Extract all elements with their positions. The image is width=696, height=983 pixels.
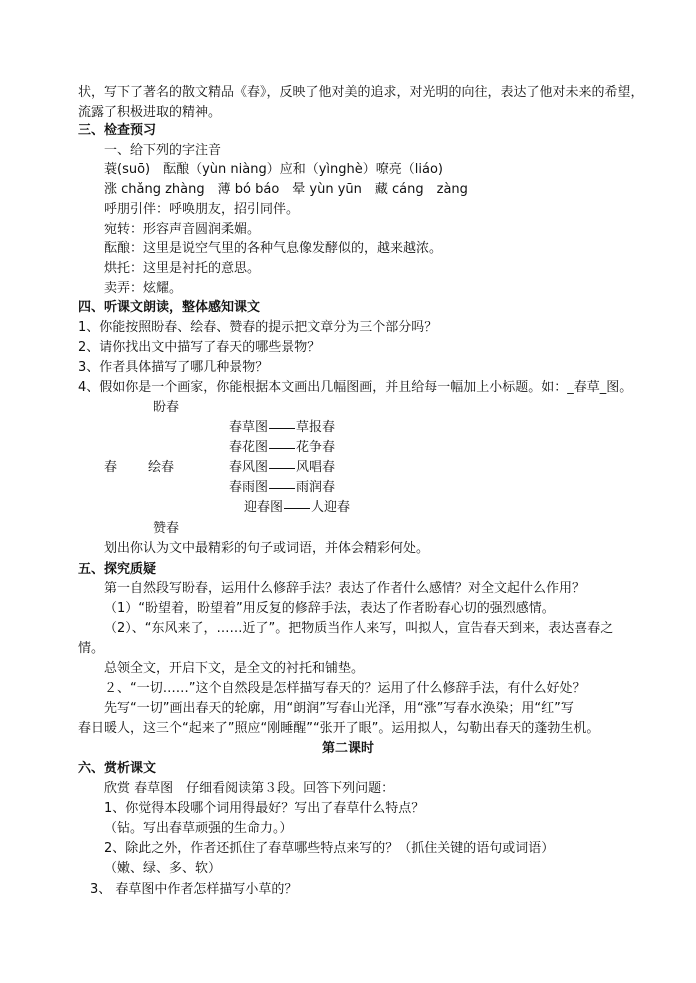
question-4-text: 4、假如你是一个画家，你能根据本文画出几幅图画，并且给每一幅加上小标题。如：	[78, 380, 568, 395]
tree-picture-title: 雨润春	[296, 480, 336, 495]
tree-picture-title: 草报春	[296, 420, 336, 435]
tree-picture-name: 春草图	[229, 420, 269, 435]
section-5-paragraph: 春日暖人，这三个“起来了”照应“刚睡醒”“张开了眼”。运用拟人，勾勒出春天的蓬勃生机。	[78, 721, 600, 736]
question-4	[78, 379, 632, 397]
section-5-heading: 五、探究质疑	[78, 562, 157, 577]
question-1: 1、你能按照盼春、绘春、赞春的提示把文章分为三个部分吗？	[78, 320, 438, 335]
pinyin-line-2: 涨 chǎng zhàng 薄 bó báo 晕 yùn yūn 藏 cáng zàng	[104, 182, 468, 197]
section-6-answer-1: （钻。写出春草顽强的生命力。）	[104, 821, 293, 836]
section-5-paragraph: 第一自然段写盼春，运用什么修辞手法？表达了作者什么感情？对全文起什么作用？	[104, 581, 586, 596]
tree-connector	[284, 508, 310, 509]
pinyin-line-1: 蓑(suō) 酝酿（yùn niàng）应和（yìnghè）嘹亮（liáo)	[104, 162, 443, 177]
question-3: 3、作者具体描写了哪几种景物？	[78, 360, 269, 375]
section-6-heading: 六、赏析课文	[78, 761, 157, 776]
section-5-paragraph: 总领全文，开启下文，是全文的衬托和铺垫。	[104, 661, 365, 676]
tree-connector	[269, 428, 295, 429]
tree-picture-title: 风唱春	[296, 460, 336, 475]
lesson-2-title: 第二课时	[321, 741, 374, 756]
definition-item: 呼朋引伴：呼唤朋友，招引同伴。	[104, 202, 300, 217]
tree-connector	[269, 488, 295, 489]
section-4-task: 划出你认为文中最精彩的句子或词语，并体会精彩何处。	[104, 541, 430, 556]
section-5-paragraph: 先写“一切”画出春天的轮廓，用“朗润”写春山光泽，用“涨”写春水涣染；用“红”写	[104, 701, 574, 716]
tree-connector	[269, 448, 295, 449]
section-4-heading: 四、听课文朗读，整体感知课文	[78, 300, 261, 315]
section-5-paragraph: ２、“一切……”这个自然段是怎样描写春天的？运用了什么修辞手法，有什么好处？	[104, 681, 586, 696]
section-3-heading: 三、检查预习	[78, 123, 157, 138]
section-6-answer-2: （嫩、绿、多、软）	[104, 861, 222, 876]
tree-root: 春	[104, 460, 118, 475]
tree-picture-name: 春风图	[229, 460, 269, 475]
question-4-end: 。	[619, 380, 633, 395]
section-5-paragraph: （2）、“东风来了，……近了”。把物质当作人来写，叫拟人，宣告春天到来，表达喜春之	[104, 621, 614, 636]
tree-picture-name: 春花图	[229, 440, 269, 455]
tree-picture-title: 花争春	[296, 440, 336, 455]
definition-item: 卖弄：炫耀。	[104, 281, 183, 296]
tree-hui-chun: 绘春	[148, 460, 175, 475]
section-6-question-1: 1、你觉得本段哪个词用得最好？写出了春草什么特点？	[104, 801, 425, 816]
tree-pan-chun: 盼春	[153, 400, 180, 415]
section-6-question-2: 2、除此之外，作者还抓住了春草哪些特点来写的？（抓住关键的语句或词语）	[104, 841, 555, 856]
tree-zan-chun: 赞春	[153, 521, 180, 536]
section-6-question-3: 3、 春草图中作者怎样描写小草的？	[90, 882, 298, 897]
definition-item: 酝酿：这里是说空气里的各种气息像发酵似的，越来越浓。	[104, 241, 443, 256]
tree-picture-name: 春雨图	[229, 480, 269, 495]
example-title: _春草_图	[567, 380, 620, 395]
tree-connector	[269, 468, 295, 469]
definition-item: 宛转：形容声音圆润柔媚。	[104, 222, 261, 237]
section-3-subheading: 一、给下列的字注音	[104, 143, 222, 158]
intro-line-2: 流露了积极进取的精神。	[78, 105, 222, 120]
intro-line-1: 状，写下了著名的散文精品《春》，反映了他对美的追求，对光明的向往，表达了他对未来的希望，	[78, 85, 644, 100]
section-5-paragraph: 情。	[78, 641, 105, 656]
section-6-task: 欣赏 春草图 仔细看阅读第３段。回答下列问题：	[104, 781, 395, 796]
tree-picture-name: 迎春图	[244, 500, 284, 515]
tree-picture-title: 人迎春	[311, 500, 351, 515]
definition-item: 烘托：这里是衬托的意思。	[104, 261, 261, 276]
section-5-paragraph: （1）“盼望着，盼望着”用反复的修辞手法，表达了作者盼春心切的强烈感情。	[104, 601, 555, 616]
question-2: 2、请你找出文中描写了春天的哪些景物？	[78, 340, 321, 355]
